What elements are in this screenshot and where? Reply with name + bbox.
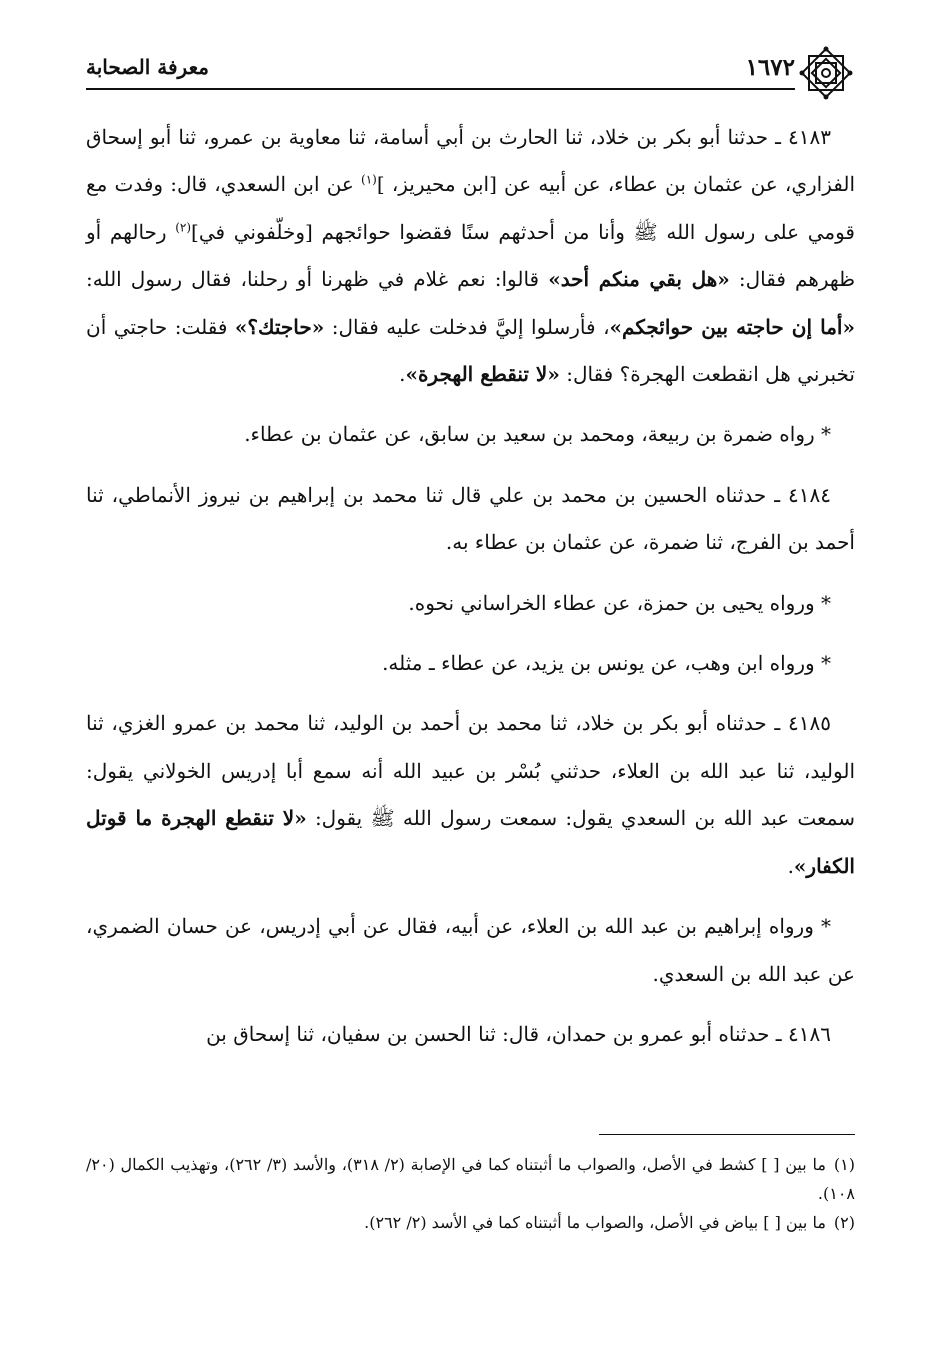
quoted-speech: «لا تنقطع الهجرة» bbox=[405, 362, 560, 387]
text-run: ، فأرسلوا إليَّ فدخلت عليه فقال: bbox=[324, 314, 610, 339]
hadith-4184 bbox=[86, 472, 855, 567]
quoted-speech: «لا تنقطع الهجرة ما قوتل الكفار» bbox=[86, 806, 855, 878]
quoted-speech: «أما إن حاجته بين حوائجكم» bbox=[609, 314, 855, 339]
hadith-4186 bbox=[86, 1011, 855, 1058]
footnote-rule bbox=[599, 1134, 855, 1135]
text-run: ـ حدثنا أبو بكر بن خلاد، ثنا الحارث بن أبي أسامة، ثنا معاوية بن عمرو، ثنا أبو إسحاق الفزاري، عن عثمان بن عطاء، عن أبيه عن [ابن محيريز، ] bbox=[86, 125, 856, 197]
text-run: ـ حدثناه الحسين بن محمد بن علي قال ثنا محمد بن إبراهيم بن نيروز الأنماطي، ثنا أحمد بن الفرج، ثنا ضمرة، عن عثمان بن عطاء به. bbox=[86, 482, 855, 555]
narration-note: * رواه ضمرة بن ربيعة، ومحمد بن سعيد بن سابق، عن عثمان بن عطاء. bbox=[244, 422, 831, 447]
text-run: فقلت: حاجتي أن تخبرني هل انقطعت الهجرة؟ فقال: bbox=[86, 314, 855, 387]
hadith-number: ٤١٨٦ bbox=[788, 1021, 831, 1046]
quoted-speech: «هل بقي منكم أحد» bbox=[548, 267, 730, 292]
text-run: ـ حدثناه أبو بكر بن خلاد، ثنا محمد بن أحمد بن الوليد، ثنا محمد بن عمرو الغزي، ثنا الوليد، ثنا عبد الله بن العلاء، حدثني بُسْر بن عبيد الله أنه سمع أبا إدريس الخولاني يقول: سمعت عبد الله بن السعدي يقول: سمعت رسول الله ﷺ يقول: bbox=[86, 711, 855, 831]
page-number: ١٦٧٢ bbox=[745, 53, 795, 81]
text-run: . bbox=[399, 362, 406, 387]
footnote-2 bbox=[86, 1208, 855, 1237]
footnote-1 bbox=[86, 1150, 855, 1208]
narration-note: * ورواه ابن وهب، عن يونس بن يزيد، عن عطاء ـ مثله. bbox=[382, 651, 831, 676]
hadith-4185 bbox=[86, 700, 855, 890]
running-head bbox=[86, 44, 857, 90]
text-run: رحالهم أو ظهرهم فقال: bbox=[86, 219, 855, 292]
header-rule bbox=[86, 88, 795, 90]
footnotes bbox=[86, 1150, 855, 1237]
text-run: . bbox=[787, 853, 794, 878]
narration-note: * ورواه يحيى بن حمزة، عن عطاء الخراساني نحوه. bbox=[408, 590, 831, 615]
text-run: عن ابن السعدي، قال: وفدت مع قومي على رسول الله ﷺ وأنا من أحدثهم سنًا فقضوا حوائجهم [وخلّفوني في] bbox=[86, 172, 855, 244]
footnote-text: ما بين [ ] بياض في الأصل، والصواب ما أثبتناه كما في الأسد (٢/ ٢٦٢). bbox=[364, 1213, 826, 1232]
hadith-number: ٤١٨٤ bbox=[788, 482, 831, 507]
hadith-number: ٤١٨٣ bbox=[788, 125, 831, 149]
footnote-label: (١) bbox=[833, 1155, 855, 1174]
hadith-number: ٤١٨٥ bbox=[788, 711, 831, 736]
octagram-ornament-icon bbox=[797, 44, 855, 102]
footnote-text: ما بين [ ] كشط في الأصل، والصواب ما أثبتناه كما في الإصابة (٢/ ٣١٨)، والأسد (٣/ ٢٦٢)، وتهذيب الكمال (٢٠/ ١٠٨). bbox=[86, 1155, 855, 1203]
footnote-ref: (١) bbox=[361, 172, 377, 187]
text-run: ـ حدثناه أبو عمرو بن حمدان، قال: ثنا الحسن بن سفيان، ثنا إسحاق بن bbox=[206, 1021, 789, 1046]
footnote-label: (٢) bbox=[833, 1213, 855, 1232]
hadith-4183 bbox=[86, 114, 855, 398]
quoted-speech: «حاجتك؟» bbox=[234, 314, 325, 339]
narration-note: * ورواه إبراهيم بن عبد الله بن العلاء، عن أبيه، فقال عن أبي إدريس، عن حسان الضمري، عن عبد الله بن السعدي. bbox=[86, 914, 855, 986]
main-text bbox=[86, 114, 855, 1058]
text-run: قالوا: نعم غلام في ظهرنا أو رحلنا، فقال رسول الله: bbox=[86, 267, 549, 292]
footnote-ref: (٢) bbox=[175, 220, 192, 235]
book-title: معرفة الصحابة bbox=[86, 55, 209, 79]
